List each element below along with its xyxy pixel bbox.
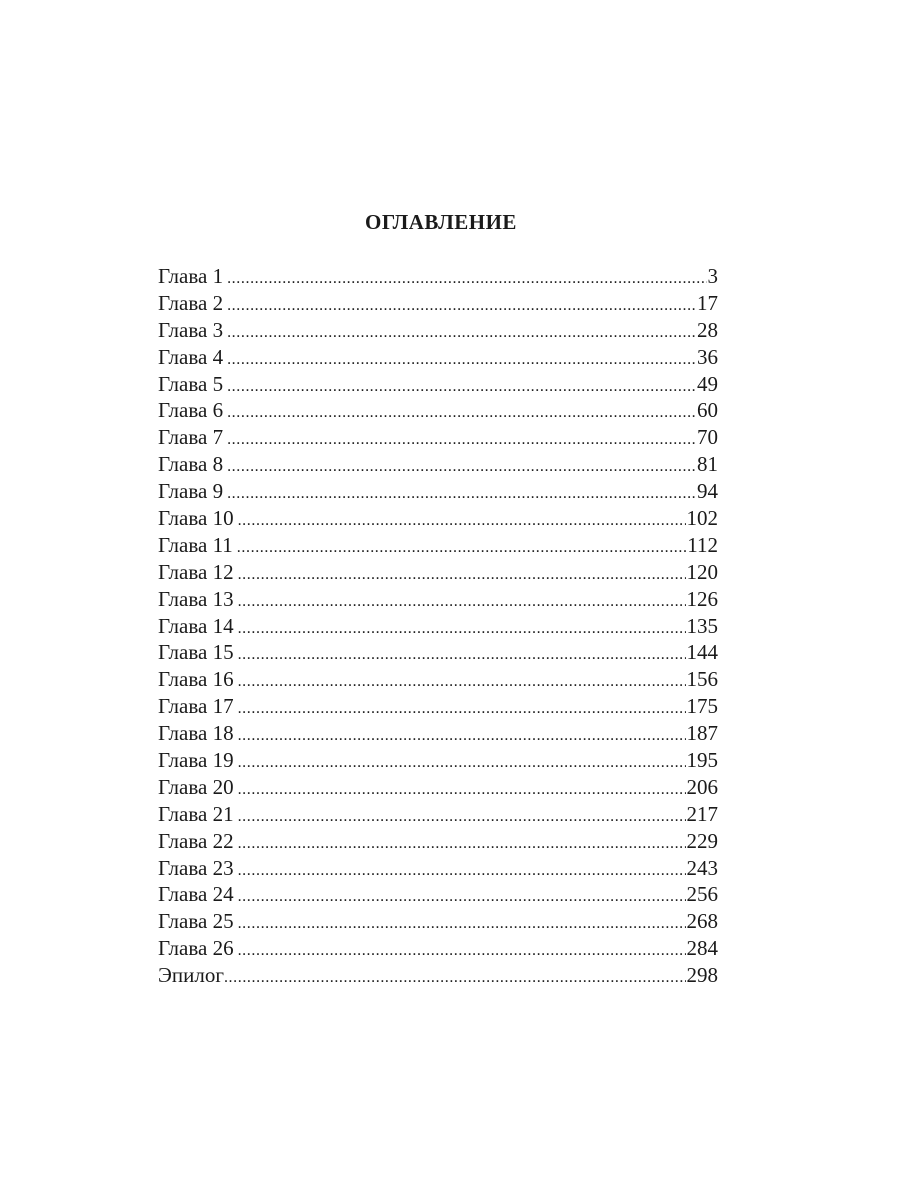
toc-dot-leader xyxy=(238,804,686,831)
toc-dot-leader xyxy=(238,696,686,723)
toc-entry xyxy=(158,344,718,371)
toc-entry-label: Глава 16 xyxy=(158,667,234,692)
toc-entry-page-number: 284 xyxy=(686,936,718,961)
toc-dot-leader xyxy=(238,858,686,885)
toc-entry xyxy=(158,935,718,962)
toc-entry-page-number: 243 xyxy=(686,855,718,880)
toc-entry xyxy=(158,855,718,882)
toc-entry-page-number: 49 xyxy=(697,371,718,396)
toc-entry-page-number: 70 xyxy=(697,425,718,450)
toc-dot-leader xyxy=(227,266,706,293)
toc-entry xyxy=(158,290,718,317)
toc-dot-leader xyxy=(227,427,696,454)
toc-entry-page-number: 268 xyxy=(686,909,718,934)
toc-dot-leader xyxy=(238,669,686,696)
toc-dot-leader xyxy=(238,884,686,911)
toc-entry xyxy=(158,613,718,640)
toc-entry xyxy=(158,263,718,290)
toc-entry-label: Глава 12 xyxy=(158,559,234,584)
toc-entry xyxy=(158,774,718,801)
toc-entry-label: Глава 7 xyxy=(158,425,224,450)
toc-entry xyxy=(158,371,718,398)
toc-entry-page-number: 187 xyxy=(686,721,718,746)
toc-entry-label: Глава 24 xyxy=(158,882,234,907)
toc-entry-page-number: 112 xyxy=(687,532,718,557)
toc-title: ОГЛАВЛЕНИЕ xyxy=(365,210,517,234)
toc-dot-leader xyxy=(227,374,696,401)
toc-entry-label: Глава 15 xyxy=(158,640,234,665)
toc-entry-page-number: 17 xyxy=(697,290,718,315)
toc-entry-page-number: 135 xyxy=(686,613,718,638)
toc-entry-label: Глава 19 xyxy=(158,748,234,773)
toc-entry-label: Глава 14 xyxy=(158,613,234,638)
toc-entry-page-number: 126 xyxy=(686,586,718,611)
toc-entry-page-number: 229 xyxy=(686,828,718,853)
toc-dot-leader xyxy=(238,508,686,535)
toc-entry-page-number: 60 xyxy=(697,398,718,423)
toc-dot-leader xyxy=(227,347,696,374)
toc-entry xyxy=(158,424,718,451)
toc-entry-page-number: 28 xyxy=(697,317,718,342)
toc-entry-label: Глава 13 xyxy=(158,586,234,611)
toc-entry-page-number: 195 xyxy=(686,748,718,773)
toc-entry-label: Глава 26 xyxy=(158,936,234,961)
toc-entry xyxy=(158,881,718,908)
toc-entry-label: Глава 22 xyxy=(158,828,234,853)
toc-entry xyxy=(158,908,718,935)
toc-dot-leader xyxy=(227,293,696,320)
toc-entry xyxy=(158,559,718,586)
toc-entry-label: Глава 5 xyxy=(158,371,224,396)
toc-dot-leader xyxy=(238,750,686,777)
toc-entry-page-number: 144 xyxy=(686,640,718,665)
toc-dot-leader xyxy=(238,911,686,938)
toc-entry-page-number: 120 xyxy=(686,559,718,584)
toc-dot-leader xyxy=(238,616,686,643)
toc-entry xyxy=(158,666,718,693)
toc-entry xyxy=(158,478,718,505)
toc-entry-page-number: 298 xyxy=(686,963,718,988)
toc-dot-leader xyxy=(238,723,686,750)
toc-entry xyxy=(158,586,718,613)
toc-dot-leader xyxy=(227,400,696,427)
toc-entry-label: Глава 18 xyxy=(158,721,234,746)
toc-entry-label: Глава 8 xyxy=(158,452,224,477)
toc-dot-leader xyxy=(238,562,686,589)
toc-entry-label: Глава 17 xyxy=(158,694,234,719)
toc-entry xyxy=(158,828,718,855)
toc-dot-leader xyxy=(238,938,686,965)
toc-dot-leader xyxy=(238,589,686,616)
toc-entry xyxy=(158,397,718,424)
toc-entry-label: Глава 6 xyxy=(158,398,224,423)
toc-entry-page-number: 217 xyxy=(686,801,718,826)
toc-dot-leader xyxy=(238,642,686,669)
toc-entry-label: Глава 25 xyxy=(158,909,234,934)
toc-entry xyxy=(158,532,718,559)
toc-dot-leader xyxy=(224,965,686,992)
toc-entry-label: Глава 11 xyxy=(158,532,233,557)
toc-entry xyxy=(158,317,718,344)
toc-entry-page-number: 94 xyxy=(697,479,718,504)
toc-dot-leader xyxy=(227,320,696,347)
toc-dot-leader xyxy=(238,831,686,858)
toc-entry xyxy=(158,720,718,747)
toc-entry-label: Глава 20 xyxy=(158,774,234,799)
toc-entry xyxy=(158,693,718,720)
toc-entry-label: Глава 23 xyxy=(158,855,234,880)
toc-dot-leader xyxy=(227,481,696,508)
toc-entry-label: Глава 1 xyxy=(158,264,224,288)
toc-entry-label: Глава 3 xyxy=(158,317,224,342)
toc-dot-leader xyxy=(227,454,696,481)
toc-entry xyxy=(158,639,718,666)
toc-entry-page-number: 156 xyxy=(686,667,718,692)
toc-entry-page-number: 3 xyxy=(707,264,718,288)
toc-entry xyxy=(158,747,718,774)
toc-entry-page-number: 81 xyxy=(697,452,718,477)
toc-entry xyxy=(158,962,718,989)
toc-entry-page-number: 36 xyxy=(697,344,718,369)
toc-dot-leader xyxy=(238,777,686,804)
toc-entry xyxy=(158,801,718,828)
toc-entry-page-number: 175 xyxy=(686,694,718,719)
toc-dot-leader xyxy=(237,535,686,562)
toc-entry-page-number: 256 xyxy=(686,882,718,907)
toc-entry xyxy=(158,451,718,478)
toc-entry xyxy=(158,505,718,532)
toc-entry-label: Эпилог xyxy=(158,963,224,988)
toc-entry-page-number: 102 xyxy=(686,506,718,531)
toc-entry-label: Глава 2 xyxy=(158,290,224,315)
toc-entry-label: Глава 21 xyxy=(158,801,234,826)
toc-entry-label: Глава 10 xyxy=(158,506,234,531)
toc-entry-label: Глава 9 xyxy=(158,479,224,504)
toc-entry-page-number: 206 xyxy=(686,774,718,799)
toc-list xyxy=(158,263,718,989)
toc-entry-label: Глава 4 xyxy=(158,344,224,369)
